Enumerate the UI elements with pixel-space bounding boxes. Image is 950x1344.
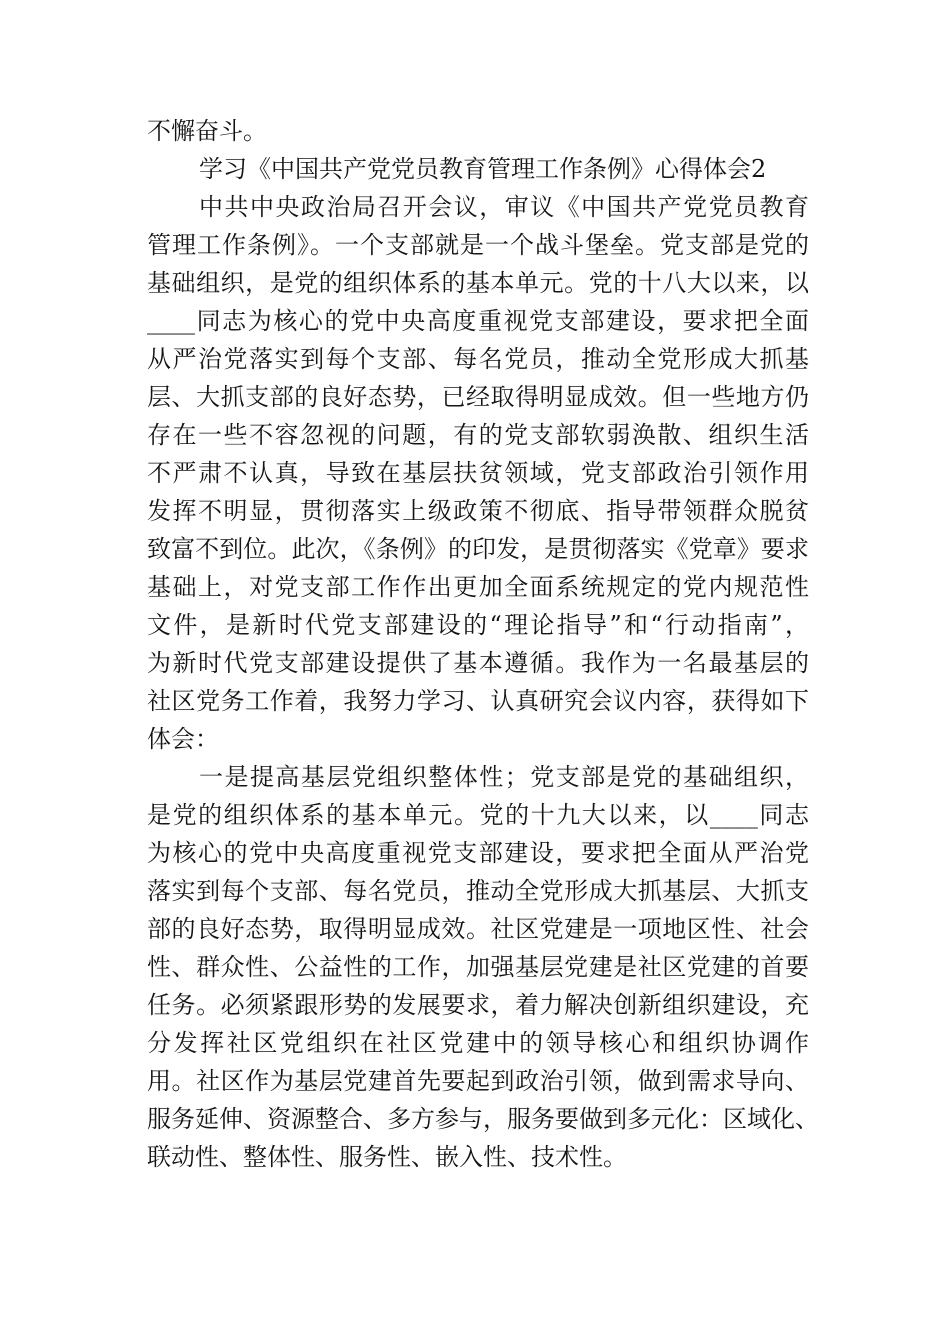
text-line: 体会： (147, 725, 219, 753)
text-line: 为核心的党中央高度重视党支部建设，要求把全面从严治党 (147, 839, 809, 867)
text-line: 存在一些不容忽视的问题，有的党支部软弱涣散、组织生活 (147, 421, 809, 449)
text-line: 部的良好态势，取得明显成效。社区党建是一项地区性、社会 (147, 915, 809, 943)
text-line: 不懈奋斗。 (147, 117, 267, 145)
text-line: 致富不到位。此次，《条例》的印发，是贯彻落实《党章》要求 (147, 535, 809, 563)
text-line: 管理工作条例》。一个支部就是一个战斗堡垒。党支部是党的 (147, 231, 809, 259)
text-line: 学习《中国共产党党员教育管理工作条例》心得体会2 (199, 155, 767, 183)
text-line: 分发挥社区党组织在社区党建中的领导核心和组织协调作 (147, 1029, 809, 1057)
text-line: 从严治党落实到每个支部、每名党员，推动全党形成大抓基 (147, 345, 809, 373)
text-line: 任务。必须紧跟形势的发展要求，着力解决创新组织建设，充 (147, 991, 809, 1019)
text-line: 用。社区作为基层党建首先要起到政治引领，做到需求导向、 (147, 1067, 809, 1095)
text-line: 性、群众性、公益性的工作，加强基层党建是社区党建的首要 (147, 953, 809, 981)
text-line: 基础上，对党支部工作作出更加全面系统规定的党内规范性 (147, 573, 809, 601)
text-line: 基础组织，是党的组织体系的基本单元。党的十八大以来，以 (147, 269, 809, 297)
text-line: 一是提高基层党组织整体性；党支部是党的基础组织， (199, 763, 809, 791)
document-body (147, 112, 819, 1176)
text-line: 落实到每个支部、每名党员，推动全党形成大抓基层、大抓支 (147, 877, 809, 905)
text-line: 中共中央政治局召开会议，审议《中国共产党党员教育 (199, 193, 809, 221)
text-line: 文件，是新时代党支部建设的“理论指导”和“行动指南”， (147, 611, 809, 639)
text-line: ____同志为核心的党中央高度重视党支部建设，要求把全面 (147, 307, 809, 335)
text-line: 是党的组织体系的基本单元。党的十九大以来，以____同志 (147, 801, 809, 829)
text-line: 社区党务工作着，我努力学习、认真研究会议内容，获得如下 (147, 687, 809, 715)
text-line: 层、大抓支部的良好态势，已经取得明显成效。但一些地方仍 (147, 383, 809, 411)
text-line: 不严肃不认真，导致在基层扶贫领域，党支部政治引领作用 (147, 459, 809, 487)
text-line: 联动性、整体性、服务性、嵌入性、技术性。 (147, 1143, 627, 1171)
text-line: 服务延伸、资源整合、多方参与，服务要做到多元化：区域化、 (147, 1105, 819, 1133)
text-line: 发挥不明显，贯彻落实上级政策不彻底、指导带领群众脱贫 (147, 497, 809, 525)
text-line: 为新时代党支部建设提供了基本遵循。我作为一名最基层的 (147, 649, 809, 677)
